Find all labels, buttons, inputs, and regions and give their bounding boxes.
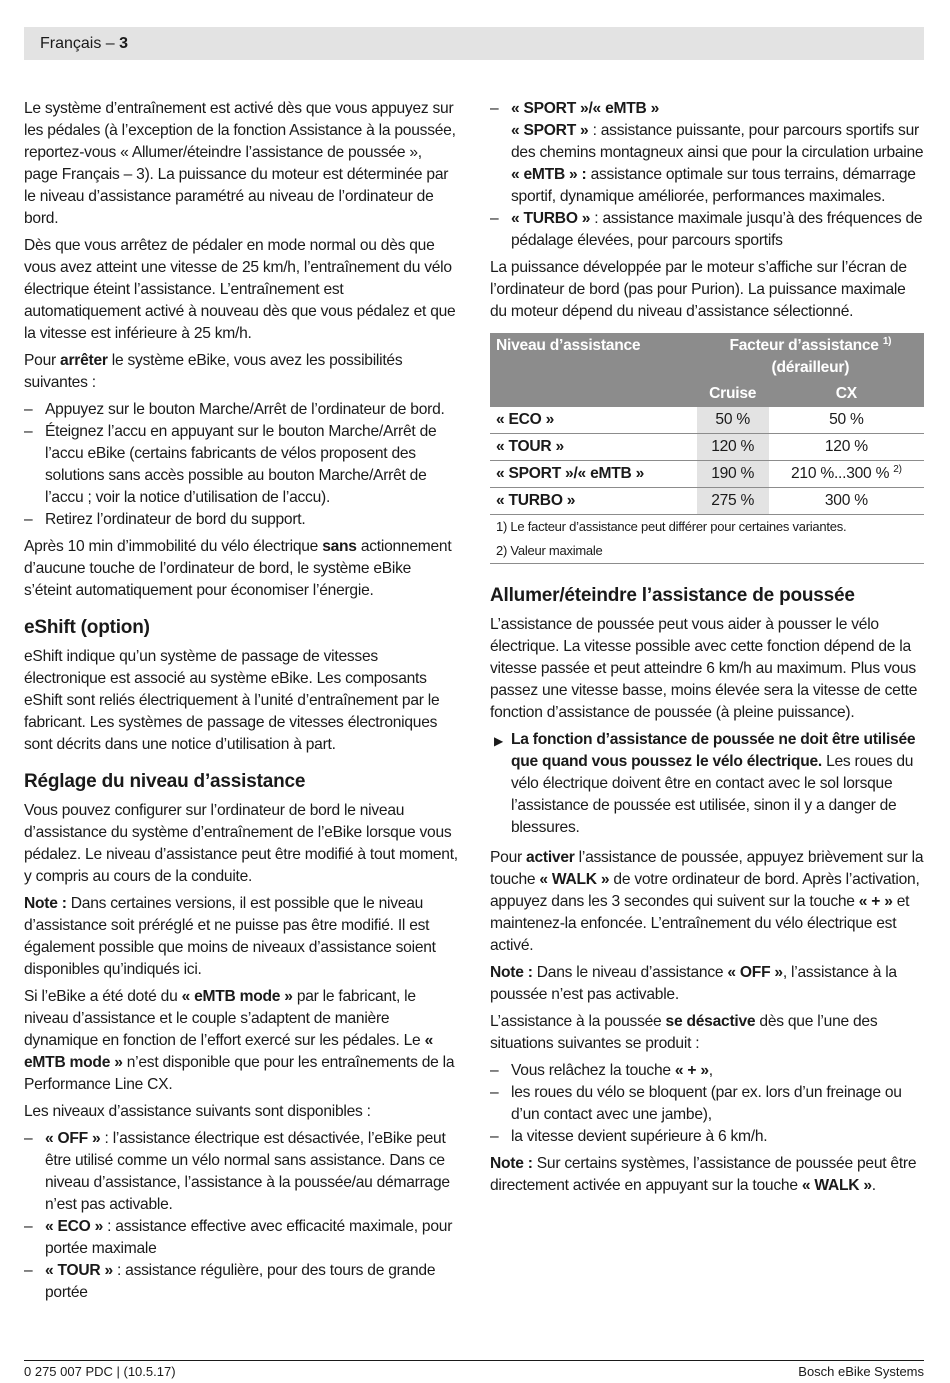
section-heading-reglage: Réglage du niveau d’assistance — [24, 771, 306, 792]
list-item: – « ECO » : assistance effective avec efficacité maximale, pour portée maximale — [24, 1216, 458, 1260]
list-item: – « TURBO » : assistance maximale jusqu’à des fréquences de pédalage élevées, pour parcours sportifs — [490, 208, 924, 252]
warning-paragraph: ▶ La fonction d’assistance de poussée ne doit être utilisée que quand vous poussez le vélo électrique. Les roues du vélo électrique doivent être en contact avec le sol lorsque l’assistance de poussée est utilisée, sinon il y a danger de blessures. — [494, 731, 916, 836]
paragraph: Dès que vous arrêtez de pédaler en mode normal ou dès que vous avez atteint une vitesse de 25 km/h, l’entraînement du vélo électrique éteint l’assistance. L’entraînement est automatiquement activé à nouveau dès que vous pédalez et que la vitesse est inférieure à 25 km/h. — [24, 237, 456, 342]
table-row: « SPORT »/« eMTB » 190 % 210 %...300 % $^{2)}$ — [490, 461, 924, 488]
paragraph: Après 10 min d’immobilité du vélo électrique sans actionnement d’aucune touche de l’ordinateur de bord, le système eBike s’éteint automatiquement pour économiser l’énergie. — [24, 538, 452, 599]
paragraph: Si l’eBike a été doté du « eMTB mode » par le fabricant, le niveau d’assistance et le couple s’adaptent de manière dynamique en fonction de l’effort exercé sur les pédales. Le « eMTB mode » n’est disponible que pour les entraînements de la Performance Line CX. — [24, 988, 455, 1093]
paragraph: Vous pouvez configurer sur l’ordinateur de bord le niveau d’assistance du système d’entraînement de l’eBike lorsque vous pédalez. Le niveau d’assistance peut être modifié à tout moment, y compris au cours de la conduite. — [24, 802, 458, 885]
paragraph: eShift indique qu’un système de passage de vitesses électronique est associé au système eBike. Les composants eShift sont reliés électriquement à l’unité d’entraînement par le fabricant. Les systèmes de passage de vitesses électroniques sont décrits dans une notice d’utilisation à part. — [24, 648, 440, 753]
paragraph: Pour arrêter le système eBike, vous avez les possibilités suivantes : — [24, 352, 403, 391]
table-row: « TURBO » 275 % 300 % — [490, 488, 924, 515]
list-item: – les roues du vélo se bloquent (par ex. lors d’un freinage ou d’un contact avec une jambe), — [490, 1082, 924, 1126]
stop-options-list — [24, 399, 458, 531]
list-item: – « OFF » : l’assistance électrique est désactivée, l’eBike peut être utilisé comme un vélo normal sans assistance. Dans ce niveau d’assistance, l’assistance à la poussée/au démarrage n’est pas activable. — [24, 1128, 458, 1216]
warning-triangle-icon: ▶ — [494, 734, 503, 748]
table-footnote: 1) Le facteur d’assistance peut différer pour certaines variantes. — [496, 519, 847, 534]
table-row: « TOUR » 120 % 120 % — [490, 434, 924, 461]
table-header-cx: CX — [769, 381, 924, 407]
list-item: – Appuyez sur le bouton Marche/Arrêt de l’ordinateur de bord. — [24, 399, 458, 421]
assistance-table — [490, 333, 924, 564]
section-heading-eshift: eShift (option) — [24, 617, 150, 638]
paragraph: La puissance développée par le moteur s’affiche sur l’écran de l’ordinateur de bord (pas pour Purion). La puissance maximale du moteur dépend du niveau d’assistance sélectionné. — [490, 259, 907, 320]
paragraph: Pour activer l’assistance de poussée, appuyez brièvement sur la touche « WALK » de votre ordinateur de bord. Après l’activation, appuyez dans les 3 secondes qui suivent sur la touche « + » et maintenez-la enfoncée. L’entraînement du vélo électrique est activé. — [490, 849, 924, 954]
table-header-factor: Facteur d’assistance $^{1)}$ (dérailleur) — [697, 333, 924, 381]
table-footnote: 2) Valeur maximale — [490, 539, 924, 564]
paragraph: L’assistance de poussée peut vous aider à pousser le vélo électrique. La vitesse possible avec cette fonction dépend de la vitesse passée et peut atteindre 6 km/h au maximum. Plus vous passez une vitesse basse, moins élevée sera la vitesse de cette fonction d’assistance de poussée (à pleine puissance). — [490, 616, 918, 721]
list-item: – Retirez l’ordinateur de bord du support. — [24, 509, 458, 531]
table-header-cruise: Cruise — [697, 381, 769, 407]
levels-list-continued — [490, 98, 924, 252]
list-item: – Éteignez l’accu en appuyant sur le bouton Marche/Arrêt de l’accu eBike (certains fabricants de vélos proposent des solutions sans accès possible au bouton Marche/Arrêt de l’accu ; voir la notice d’utilisation de l’accu). — [24, 421, 458, 509]
page-header — [24, 27, 924, 60]
note-paragraph: Note : Dans certaines versions, il est possible que le niveau d’assistance soit préréglé et ne puisse pas être modifié. Il est également possible que moins de niveaux d’assistance soient disponibles qu’indiqués ici. — [24, 895, 436, 978]
table-header-level: Niveau d’assistance — [490, 333, 697, 407]
table-row: « ECO » 50 % 50 % — [490, 407, 924, 434]
paragraph: Le système d’entraînement est activé dès que vous appuyez sur les pédales (à l’exception de la fonction Assistance à la poussée, reportez-vous « Allumer/éteindre l’assistance de poussée », page Français – 3). La puissance du moteur est déterminée par le niveau d’assistance paramétré au niveau de l’ordinateur de bord. — [24, 100, 456, 227]
paragraph: Les niveaux d’assistance suivants sont disponibles : — [24, 1103, 371, 1120]
header-language: Français — [40, 35, 102, 52]
list-item: – Vous relâchez la touche « + », — [490, 1060, 924, 1082]
footer-brand: Bosch eBike Systems — [798, 1364, 924, 1379]
left-column — [24, 98, 458, 1309]
note-paragraph: Note : Dans le niveau d’assistance « OFF », l’assistance à la poussée n’est pas activable. — [490, 964, 897, 1003]
footer-doc-id: 0 275 007 PDC | (10.5.17) — [24, 1364, 176, 1379]
header-page-number: 3 — [119, 35, 129, 52]
list-item: – « TOUR » : assistance régulière, pour des tours de grande portée — [24, 1260, 458, 1304]
levels-list — [24, 1128, 458, 1304]
footer-rule — [24, 1360, 924, 1361]
list-item: – « SPORT »/« eMTB » « SPORT » : assistance puissante, pour parcours sportifs sur des chemins montagneux ainsi que pour la circulation urbaine « eMTB » : assistance optimale sur tous terrains, démarrage sportif, dynamique améliorée, performances maximales. — [490, 98, 924, 208]
section-heading-push-assist: Allumer/éteindre l’assistance de poussée — [490, 585, 855, 606]
header-separator: – — [101, 35, 120, 52]
right-column — [490, 98, 924, 1202]
deactivation-list — [490, 1060, 924, 1148]
list-item: – la vitesse devient supérieure à 6 km/h. — [490, 1126, 924, 1148]
note-paragraph: Note : Sur certains systèmes, l’assistance de poussée peut être directement activée en appuyant sur la touche « WALK ». — [490, 1155, 917, 1194]
paragraph: L’assistance à la poussée se désactive dès que l’une des situations suivantes se produit : — [490, 1013, 878, 1052]
